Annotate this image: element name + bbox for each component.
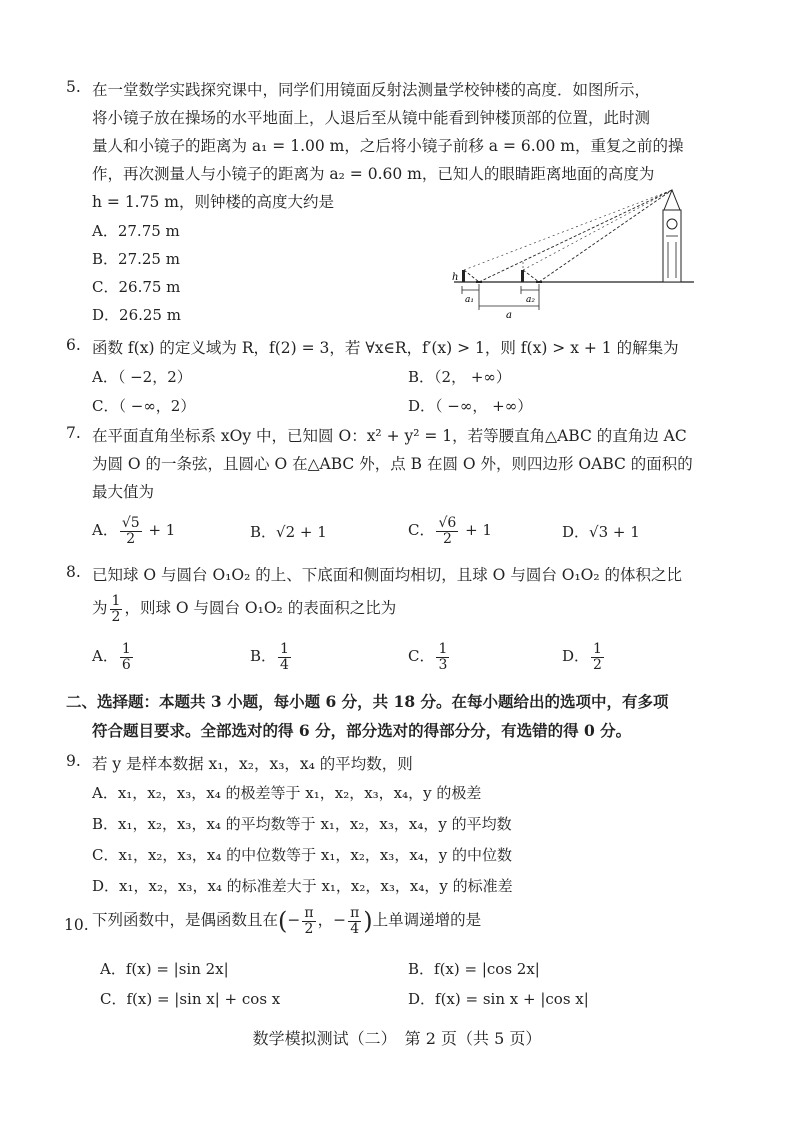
clock-tower-icon [663, 190, 681, 282]
label-h: h [452, 272, 459, 283]
option-c: C． $\frac{1}{3}$ [408, 641, 448, 673]
option-d: D．26.25 m [92, 306, 181, 324]
question-number: 10. [64, 916, 89, 934]
option-a: A．27.75 m [92, 222, 180, 240]
option-b: B． $\frac{1}{4}$ [250, 641, 289, 673]
question-text: 函数 f(x) 的定义域为 R，f(2) = 3，若 ∀x∈R，f′(x) > 1，则 f(x) > x + 1 的解集为 [92, 339, 679, 357]
option-b: B．x₁，x₂，x₃，x₄ 的平均数等于 x₁，x₂，x₃，x₄，y 的平均数 [92, 815, 512, 833]
label-a2: a₂ [526, 295, 535, 305]
option-a: A． $\frac{√5}{2}$ + 1 [92, 515, 176, 547]
question-text-line: h = 1.75 m，则钟楼的高度大约是 [92, 193, 334, 211]
question-text-line: 将小镜子放在操场的水平地面上，人退后至从镜中能看到钟楼顶部的位置，此时测 [92, 109, 651, 127]
question-text-line: 量人和小镜子的距离为 a₁ = 1.00 m，之后将小镜子前移 a = 6.00 m，重复之前的操 [92, 137, 684, 155]
option-a: A．（ −2，2） [92, 368, 192, 386]
question-number: 7. [66, 424, 81, 442]
question-text: 若 y 是样本数据 x₁，x₂，x₃，x₄ 的平均数，则 [92, 755, 413, 773]
option-d: D．f(x) = sin x + |cos x| [408, 990, 589, 1008]
option-b: B．√2 + 1 [250, 523, 327, 541]
question-text: 下列函数中，是偶函数且在(− $\frac{\pi}{2}$ ，− $\frac{\pi}{4}$ )上单调递增的是 [92, 905, 482, 937]
label-a1: a₁ [465, 295, 474, 305]
question-number: 5. [66, 78, 81, 96]
option-d: D．x₁，x₂，x₃，x₄ 的标准差大于 x₁，x₂，x₃，x₄，y 的标准差 [92, 877, 513, 895]
question-text-line: 为 $\frac{1}{2}$ ，则球 O 与圆台 O₁O₂ 的表面积之比为 [92, 593, 397, 625]
question-number: 9. [66, 752, 81, 770]
question-text-line: 作，再次测量人与小镜子的距离为 a₂ = 0.60 m，已知人的眼睛距离地面的高度为 [92, 165, 655, 183]
question-number: 8. [66, 563, 81, 581]
option-c: C．26.75 m [92, 278, 181, 296]
option-b: B．27.25 m [92, 250, 180, 268]
clock-tower-figure [446, 186, 696, 322]
option-d: D．√3 + 1 [562, 523, 640, 541]
person-icon [521, 270, 524, 282]
section-heading-line: 符合题目要求。全部选对的得 6 分，部分选对的得部分分，有选错的得 0 分。 [92, 721, 632, 740]
option-b: B．f(x) = |cos 2x| [408, 960, 540, 978]
option-a: A． $\frac{1}{6}$ [92, 641, 131, 673]
question-text-line: 已知球 O 与圆台 O₁O₂ 的上、下底面和侧面均相切，且球 O 与圆台 O₁O₂ 的体积之比 [92, 566, 683, 584]
label-a: a [506, 310, 512, 321]
question-text-line: 在平面直角坐标系 xOy 中，已知圆 O：x² + y² = 1，若等腰直角△ABC 的直角边 AC [92, 427, 687, 445]
question-text-line: 为圆 O 的一条弦，且圆心 O 在△ABC 外，点 B 在圆 O 外，则四边形 OABC 的面积的 [92, 455, 693, 473]
option-c: C．f(x) = |sin x| + cos x [100, 990, 281, 1008]
option-b: B．（2， +∞） [408, 368, 511, 386]
person-icon [462, 270, 465, 282]
section-heading-line: 二、选择题：本题共 3 小题，每小题 6 分，共 18 分。在每小题给出的选项中，有多项 [66, 692, 669, 711]
option-c: C．（ −∞，2） [92, 397, 196, 415]
option-a: A．f(x) = |sin 2x| [100, 960, 229, 978]
question-text-line: 在一堂数学实践探究课中，同学们用镜面反射法测量学校钟楼的高度．如图所示， [92, 81, 651, 99]
option-d: D． $\frac{1}{2}$ [562, 641, 602, 673]
option-c: C． $\frac{√6}{2}$ + 1 [408, 515, 492, 547]
question-number: 6. [66, 336, 81, 354]
option-d: D．（ −∞， +∞） [408, 397, 533, 415]
question-text-line: 最大值为 [92, 483, 155, 501]
option-a: A．x₁，x₂，x₃，x₄ 的极差等于 x₁，x₂，x₃，x₄，y 的极差 [92, 784, 482, 802]
page-footer: 数学模拟测试（二） 第 2 页（共 5 页） [252, 1029, 542, 1048]
option-c: C．x₁，x₂，x₃，x₄ 的中位数等于 x₁，x₂，x₃，x₄，y 的中位数 [92, 846, 513, 864]
